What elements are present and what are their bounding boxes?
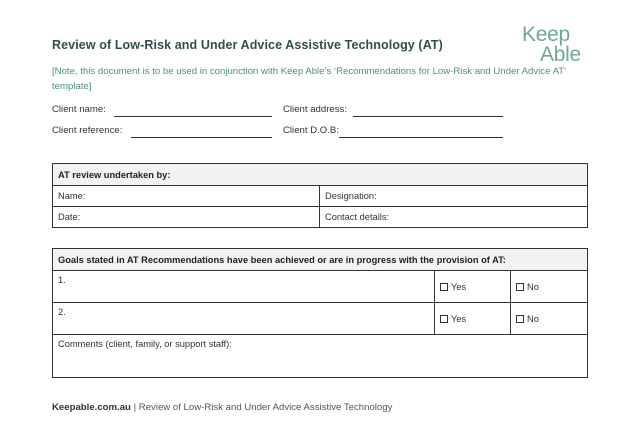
- checkbox-icon[interactable]: [440, 283, 448, 291]
- logo-line-1: Keep: [522, 23, 570, 46]
- client-reference-field[interactable]: [131, 137, 272, 138]
- checkbox-icon[interactable]: [440, 315, 448, 323]
- no-label: No: [527, 313, 539, 324]
- no-label: No: [527, 281, 539, 292]
- client-dob-label: Client D.O.B:: [283, 125, 339, 136]
- at-review-table: [52, 163, 588, 228]
- reviewer-contact-cell[interactable]: Contact details:: [320, 207, 588, 228]
- footer-site: Keepable.com.au: [52, 402, 131, 413]
- goal-row-2-text[interactable]: 2.: [53, 303, 435, 335]
- footer-separator: |: [130, 402, 139, 413]
- goal-row-2-no[interactable]: [511, 303, 588, 335]
- checkbox-icon[interactable]: [516, 283, 524, 291]
- logo-line-2: Able: [540, 43, 581, 66]
- at-review-header: AT review undertaken by:: [53, 164, 588, 186]
- usage-note: [Note, this document is to be used in conjunction with Keep Able’s ‘Recommendations for Low-Risk and Under Advice AT’ template]: [52, 66, 566, 92]
- client-dob-field[interactable]: [339, 137, 503, 138]
- goal-row-2-yes[interactable]: [435, 303, 511, 335]
- client-reference-label: Client reference:: [52, 125, 123, 136]
- reviewer-designation-cell[interactable]: Designation:: [320, 186, 588, 207]
- client-address-field[interactable]: [353, 116, 503, 117]
- yes-label: Yes: [451, 281, 467, 292]
- document-title: Review of Low-Risk and Under Advice Assistive Technology (AT): [52, 38, 443, 52]
- goal-row-1-yes[interactable]: [435, 271, 511, 303]
- goal-row-1-text[interactable]: 1.: [53, 271, 435, 303]
- checkbox-icon[interactable]: [516, 315, 524, 323]
- footer-text: Review of Low-Risk and Under Advice Assistive Technology: [138, 402, 393, 413]
- keep-able-logo: [522, 25, 590, 65]
- review-date-cell[interactable]: Date:: [53, 207, 320, 228]
- reviewer-name-cell[interactable]: Name:: [53, 186, 320, 207]
- comments-cell[interactable]: Comments (client, family, or support staff):: [53, 335, 588, 378]
- footer: [52, 402, 392, 413]
- client-name-label: Client name:: [52, 104, 106, 115]
- yes-label: Yes: [451, 313, 467, 324]
- goal-row-1-no[interactable]: [511, 271, 588, 303]
- goals-header: Goals stated in AT Recommendations have been achieved or are in progress with the provision of AT:: [53, 249, 588, 271]
- goals-table: [52, 248, 588, 378]
- client-name-field[interactable]: [114, 116, 272, 117]
- client-address-label: Client address:: [283, 104, 347, 115]
